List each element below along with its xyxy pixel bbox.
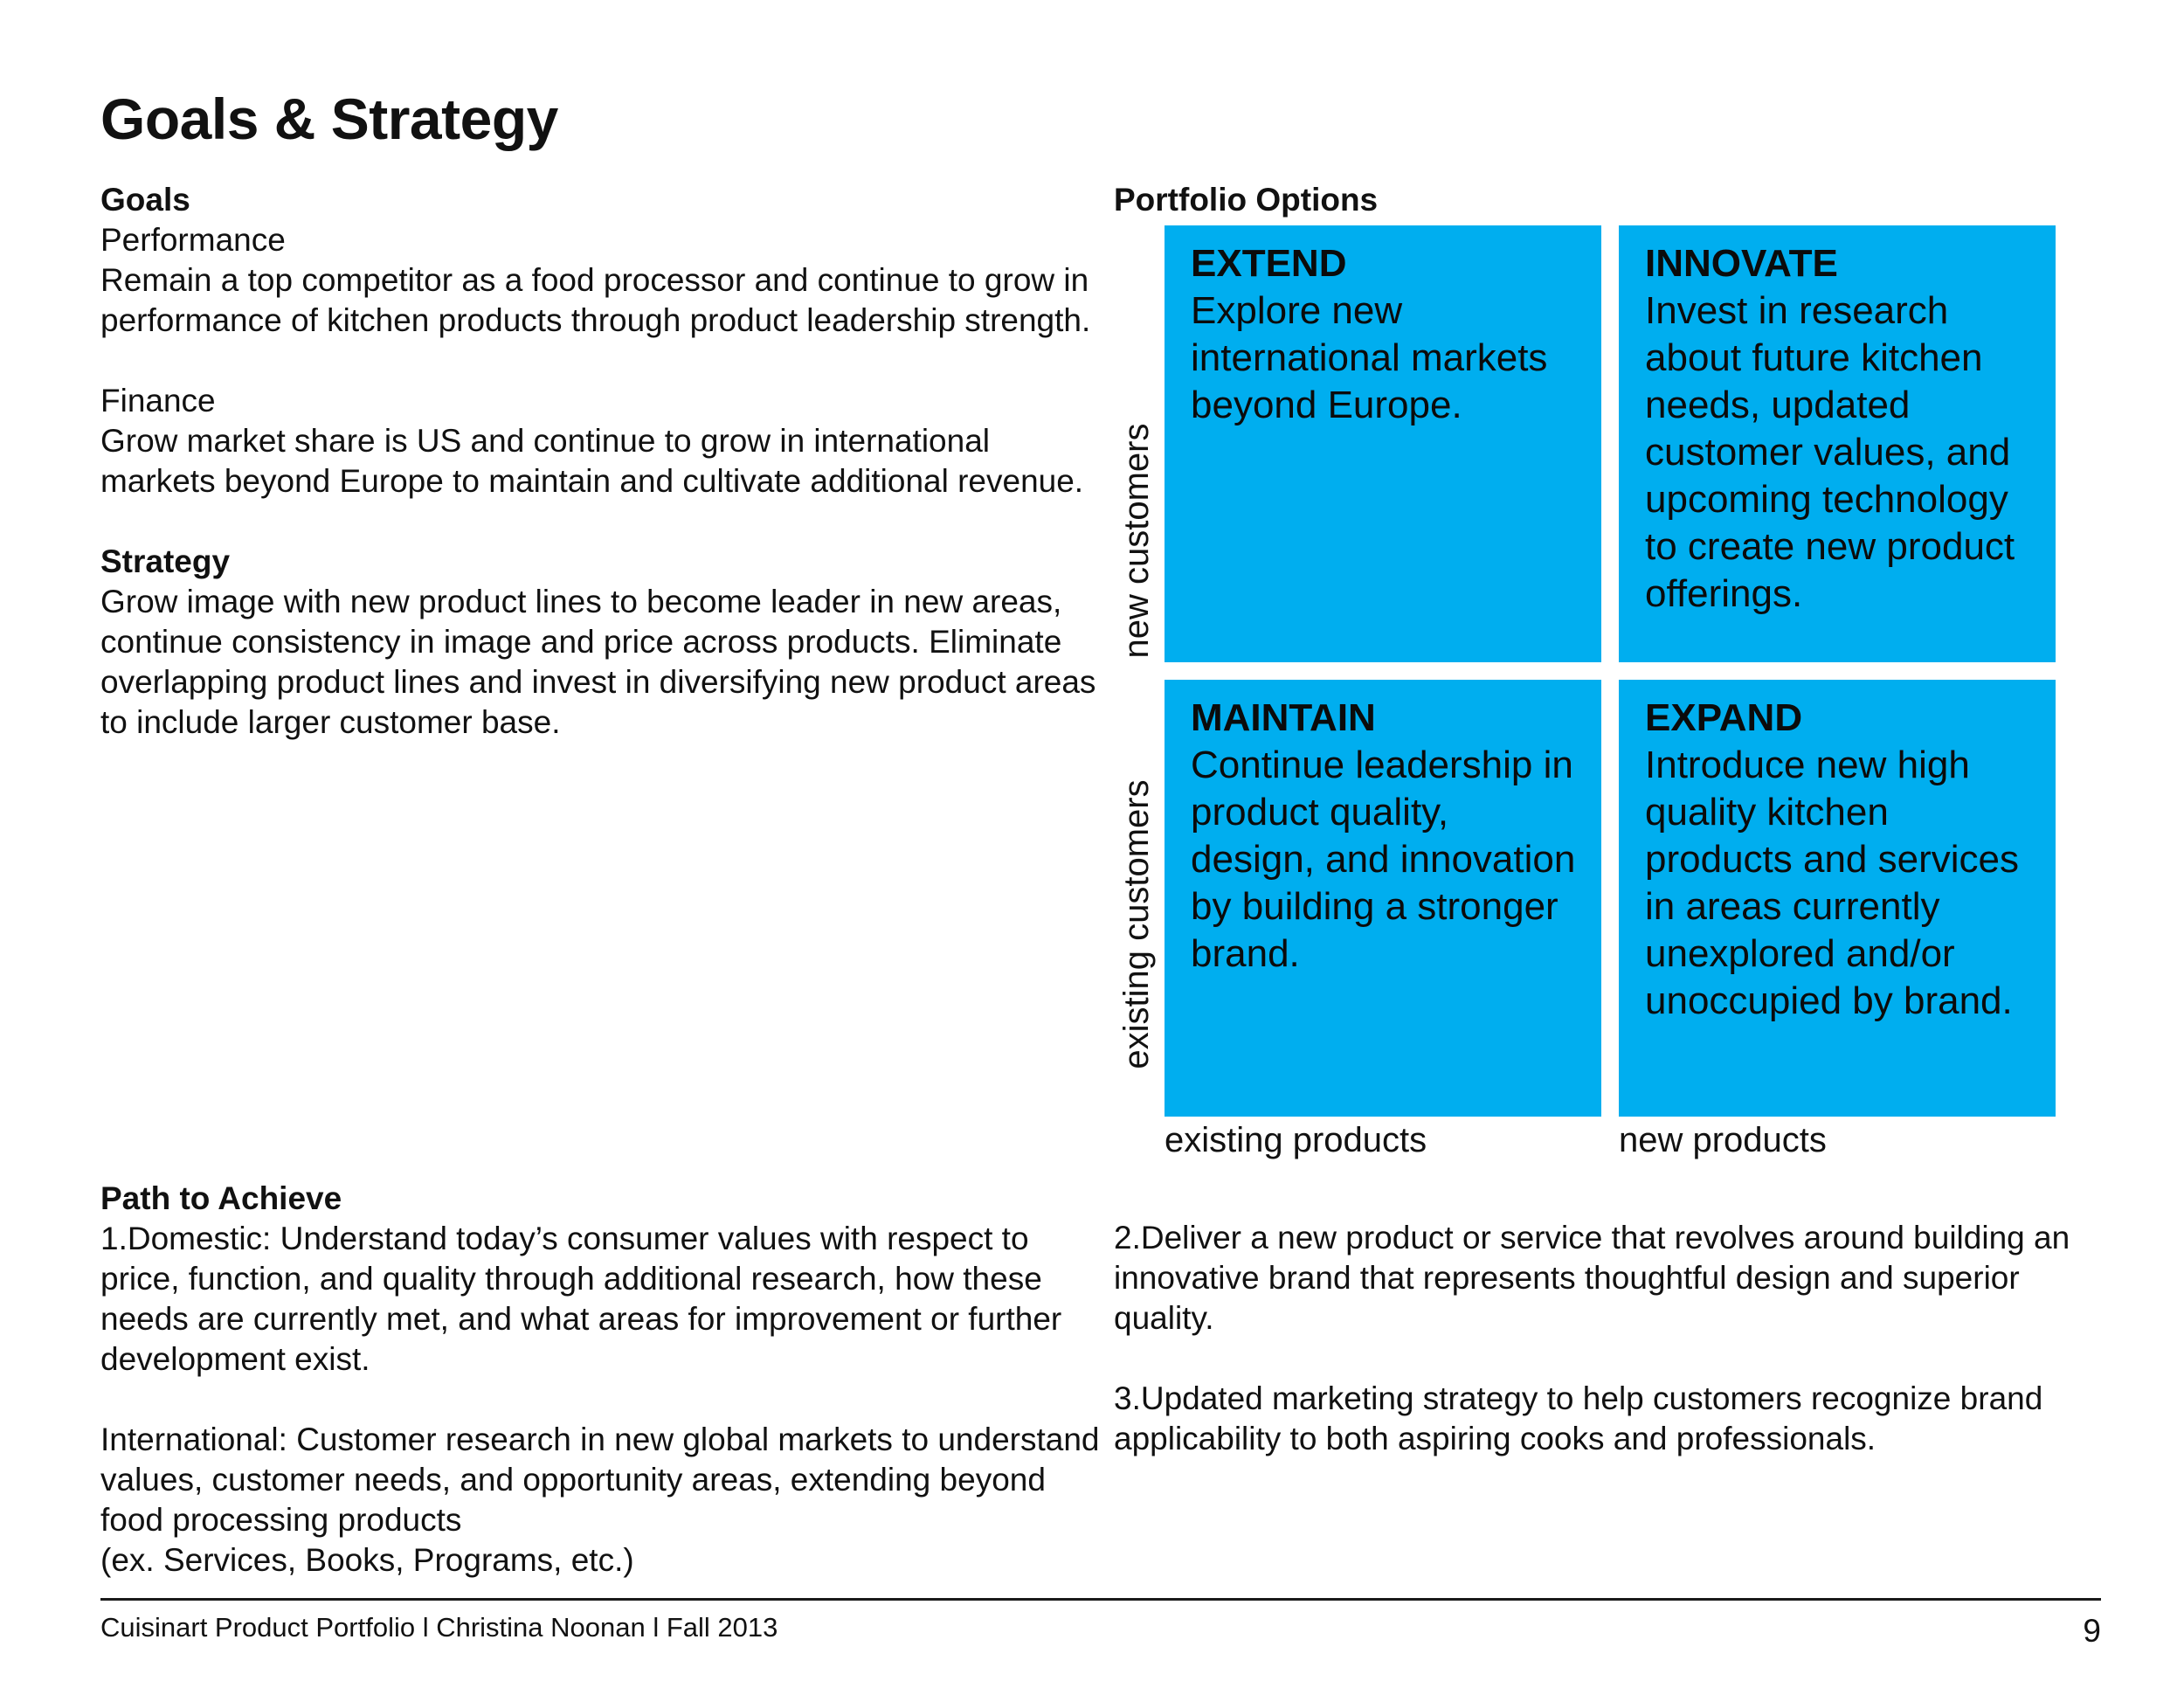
quadrant-maintain-title: MAINTAIN	[1191, 696, 1376, 739]
goals-heading: Goals	[100, 182, 190, 218]
path-item-2: 2.Deliver a new product or service that revolves around building an innovative brand that represents thoughtful design and superior quality.	[1114, 1220, 2070, 1336]
page-number: 9	[2083, 1613, 2101, 1649]
footer-divider	[100, 1598, 2101, 1601]
portfolio-heading: Portfolio Options	[1114, 182, 1379, 218]
performance-text: Remain a top competitor as a food processor and continue to grow in performance of kitchen products through product leadership strength.	[100, 262, 1091, 338]
finance-label: Finance	[100, 383, 216, 419]
x-label-existing-products: existing products	[1165, 1121, 1427, 1159]
quadrant-innovate	[1619, 225, 2056, 662]
performance-label: Performance	[100, 222, 286, 258]
path-item-3: 3.Updated marketing strategy to help customers recognize brand applicability to both aspiring cooks and professionals.	[1114, 1380, 2043, 1456]
path-international: International: Customer research in new global markets to understand values, customer needs, and opportunity areas, extending beyond food processing products	[100, 1422, 1100, 1538]
y-label-existing-customers: existing customers	[1117, 779, 1156, 1069]
path-item-1: 1.Domestic: Understand today’s consumer values with respect to price, function, and quality through additional research, how these needs are currently met, and what areas for improvement or further development exist.	[100, 1221, 1062, 1377]
path-international-examples: (ex. Services, Books, Programs, etc.)	[100, 1542, 634, 1578]
strategy-text: Grow image with new product lines to become leader in new areas, continue consistency in image and price across products. Eliminate overlapping product lines and invest in diversifying new product areas to include larger customer base.	[100, 584, 1096, 740]
y-label-new-customers: new customers	[1117, 423, 1156, 659]
finance-text: Grow market share is US and continue to grow in international markets beyond Europe to maintain and cultivate additional revenue.	[100, 423, 1084, 499]
quadrant-maintain	[1165, 680, 1601, 1117]
x-label-new-products: new products	[1619, 1121, 1827, 1159]
strategy-heading: Strategy	[100, 543, 231, 579]
quadrant-innovate-title: INNOVATE	[1645, 242, 1838, 285]
quadrant-expand-text: Introduce new high quality kitchen products and services in areas currently unexplored and/or unoccupied by brand.	[1645, 744, 2019, 1022]
path-section-right	[1114, 1218, 2118, 1459]
goals-strategy-section	[100, 180, 1105, 743]
quadrant-extend	[1165, 225, 1601, 662]
quadrant-innovate-text: Invest in research about future kitchen needs, updated customer values, and upcoming technology to create new product offerings.	[1645, 289, 2015, 615]
quadrant-maintain-text: Continue leadership in product quality, design, and innovation by building a stronger brand.	[1191, 744, 1576, 975]
quadrant-extend-text: Explore new international markets beyond Europe.	[1191, 289, 1548, 426]
path-heading: Path to Achieve	[100, 1180, 342, 1216]
quadrant-expand	[1619, 680, 2056, 1117]
quadrant-expand-title: EXPAND	[1645, 696, 1803, 739]
path-section-left	[100, 1179, 1105, 1581]
page-title: Goals & Strategy	[100, 86, 558, 151]
footer-text: Cuisinart Product Portfolio l Christina Noonan l Fall 2013	[100, 1612, 778, 1643]
quadrant-extend-title: EXTEND	[1191, 242, 1347, 285]
